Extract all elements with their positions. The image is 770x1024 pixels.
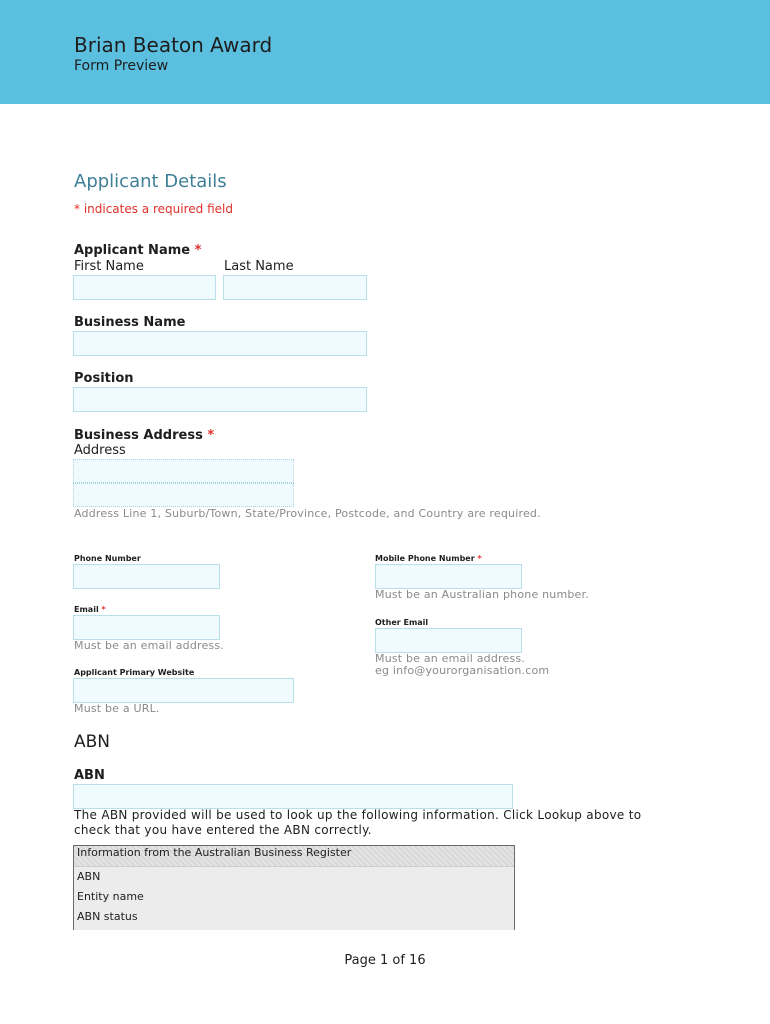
abr-info-box [73,845,515,930]
email-label [74,605,106,614]
last-name-input[interactable] [223,275,367,300]
abn-input[interactable] [73,784,513,809]
required-marker: * [477,554,482,563]
abn-label: ABN [74,768,105,783]
other-email-example: eg info@yourorganisation.com [375,664,550,677]
first-name-label: First Name [74,259,144,274]
mobile-label [375,554,482,563]
page-header [0,0,770,104]
applicant-name-label [74,243,201,258]
position-label: Position [74,371,134,386]
page-number: Page 1 of 16 [344,953,426,968]
website-help-text: Must be a URL. [74,702,160,715]
first-name-input[interactable] [73,275,216,300]
website-label: Applicant Primary Website [74,668,195,677]
section-title: Applicant Details [74,171,227,192]
required-note: * indicates a required field [74,202,233,216]
required-marker: * [207,428,215,443]
mobile-label-text: Mobile Phone Number [375,554,475,563]
address-line1-input[interactable] [73,459,294,483]
mobile-input[interactable] [375,564,522,589]
abr-info-header: Information from the Australian Business Register [74,846,514,867]
last-name-label: Last Name [224,259,294,274]
email-help-text: Must be an email address. [74,639,225,652]
address-help-text: Address Line 1, Suburb/Town, State/Province, Postcode, and Country are required. [74,507,541,520]
business-name-label: Business Name [74,315,186,330]
required-marker: * [194,243,202,258]
address-line2-input[interactable] [73,483,294,507]
business-address-label-text: Business Address [74,428,203,443]
address-sublabel: Address [74,443,126,458]
abn-description-line1: The ABN provided will be used to look up the following information. Click Lookup above to [74,808,642,822]
phone-input[interactable] [73,564,220,589]
abr-row-abn: ABN [77,870,101,883]
other-email-help-text: Must be an email address. [375,652,526,665]
abr-row-abn-status: ABN status [77,910,138,923]
abn-description [74,808,641,838]
website-input[interactable] [73,678,294,703]
other-email-label: Other Email [375,618,429,627]
applicant-name-label-text: Applicant Name [74,243,191,258]
business-name-input[interactable] [73,331,367,356]
email-label-text: Email [74,605,99,614]
abr-row-entity-name: Entity name [77,890,144,903]
other-email-input[interactable] [375,628,522,653]
position-input[interactable] [73,387,367,412]
email-input[interactable] [73,615,220,640]
abn-section-title: ABN [74,732,111,752]
form-title: Brian Beaton Award [74,33,273,57]
required-marker: * [101,605,106,614]
abn-description-line2: check that you have entered the ABN correctly. [74,823,372,837]
form-subtitle: Form Preview [74,58,169,74]
mobile-help-text: Must be an Australian phone number. [375,588,589,601]
business-address-label [74,428,214,443]
phone-label: Phone Number [74,554,141,563]
